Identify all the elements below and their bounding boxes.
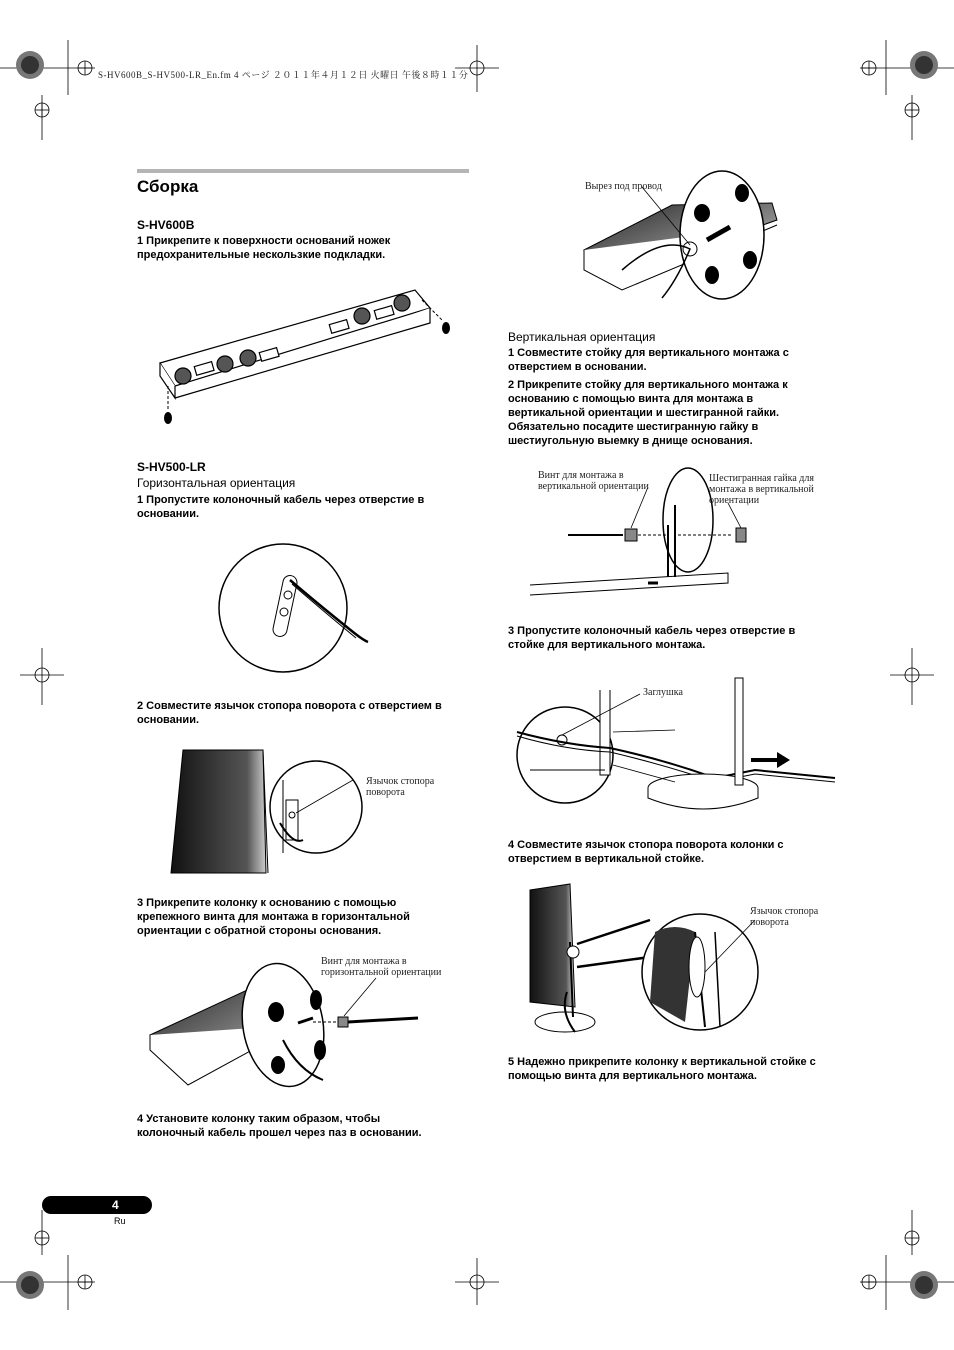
vertical-step4: 4 Совместите язычок стопора поворота колонки с отверстием в вертикальной стойке. bbox=[508, 839, 784, 865]
page-number: 4 bbox=[112, 1198, 119, 1212]
label-plug: Заглушка bbox=[643, 687, 683, 698]
model-hv500lr: S-HV500-LR bbox=[137, 460, 206, 474]
vertical-step5: 5 Надежно прикрепите колонку к вертикальной стойке с помощью винта для вертикального монтажа. bbox=[508, 1056, 816, 1082]
hv500lr-step1: 1 Пропустите колоночный кабель через отверстие в основании. bbox=[137, 494, 425, 520]
vertical-step2: 2 Прикрепите стойку для вертикального монтажа к основанию с помощью винта для монтажа в вертикальной ориентации и шестигранной гайки. Обязательно посадите шестигранную гайку в шестиугольную выемку в днище основания. bbox=[508, 379, 788, 447]
hv500lr-step2: 2 Совместите язычок стопора поворота с отверстием в основании. bbox=[137, 700, 442, 726]
label-horizontal-screw: Винт для монтажа в горизонтальной ориентации bbox=[321, 956, 442, 978]
hv500lr-step4: 4 Установите колонку таким образом, чтобы колоночный кабель прошел через паз в основании. bbox=[137, 1113, 422, 1139]
horizontal-orientation-heading: Горизонтальная ориентация bbox=[137, 476, 296, 490]
model-hv600b: S-HV600B bbox=[137, 218, 195, 232]
label-cable-cut: Вырез под провод bbox=[585, 181, 662, 192]
base-cable-illustration bbox=[218, 540, 378, 680]
speaker-tab-illustration bbox=[168, 745, 368, 875]
soundbar-base-illustration bbox=[150, 278, 450, 428]
file-info-header: S-HV600B_S-HV500-LR_En.fm 4 ページ ２０１１年４月１２日 火曜日 午後８時１１分 bbox=[98, 70, 469, 80]
page-number-badge bbox=[42, 1196, 152, 1214]
label-vertical-screw: Винт для монтажа в вертикальной ориентации bbox=[538, 470, 649, 492]
label-rotation-tab: Язычок стопора поворота bbox=[366, 776, 435, 798]
vertical-step3: 3 Пропустите колоночный кабель через отверстие в стойке для вертикального монтажа. bbox=[508, 625, 796, 651]
language-code: Ru bbox=[114, 1216, 126, 1226]
label-rotation-tab-2: Язычок стопора поворота bbox=[750, 906, 819, 928]
section-rule bbox=[137, 169, 469, 173]
vertical-step1: 1 Совместите стойку для вертикального монтажа с отверстием в основании. bbox=[508, 347, 789, 373]
label-hex-nut: Шестигранная гайка для монтажа в вертикальной ориентации bbox=[709, 473, 814, 506]
section-title: Сборка bbox=[137, 177, 199, 196]
hv600b-step1: 1 Прикрепите к поверхности оснований ножек предохранительные нескользкие подкладки. bbox=[137, 235, 391, 261]
hv500lr-step3: 3 Прикрепите колонку к основанию с помощью крепежного винта для монтажа в горизонтальной ориентации с обратной стороны основания. bbox=[137, 897, 410, 937]
vertical-orientation-heading: Вертикальная ориентация bbox=[508, 330, 656, 344]
